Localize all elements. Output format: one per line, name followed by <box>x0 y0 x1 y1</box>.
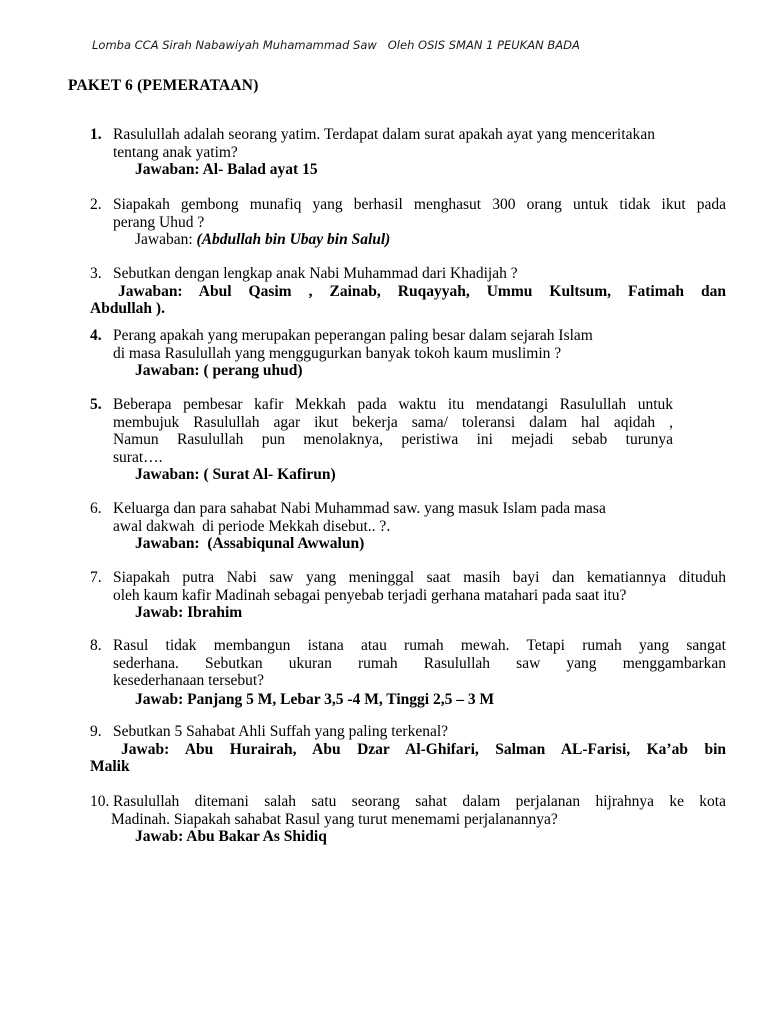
question-text-line: oleh kaum kafir Madinah sebagai penyebab terjadi gerhana matahari pada saat itu? <box>113 586 627 604</box>
question-number: 3. <box>90 265 102 282</box>
question-text-line: Sebutkan 5 Sahabat Ahli Suffah yang paling terkenal? <box>113 723 449 740</box>
question-text-line: tentang anak yatim? <box>113 143 238 161</box>
answer: Jawaban: Al- Balad ayat 15 <box>135 161 318 178</box>
question-text-line: Perang apakah yang merupakan peperangan paling besar dalam sejarah Islam <box>113 327 593 344</box>
answer-label: Jawaban: <box>135 231 197 248</box>
question-number: 9. <box>90 723 102 740</box>
question-number: 6. <box>90 500 102 517</box>
question-7 <box>90 569 726 622</box>
question-4 <box>90 327 690 380</box>
question-text-line: surat…. <box>113 448 163 466</box>
question-5 <box>90 396 673 484</box>
question-10 <box>90 793 726 846</box>
question-text-line: perang Uhud ? <box>113 213 205 231</box>
answer: Jawab: Ibrahim <box>135 604 243 621</box>
question-text-line: Rasulullah adalah seorang yatim. Terdapat dalam surat apakah ayat yang menceritakan <box>113 126 656 143</box>
answer-line: Malik <box>90 758 130 775</box>
question-number: 7. <box>90 569 102 586</box>
answer-line: Jawab: Abu Hurairah, Abu Dzar Al-Ghifari, Salman AL-Farisi, Ka’ab bin <box>121 740 726 758</box>
answer: Jawab: Abu Bakar As Shidiq <box>135 828 327 845</box>
question-text-line: Sebutkan dengan lengkap anak Nabi Muhammad dari Khadijah ? <box>113 265 518 282</box>
question-text-line: Rasul tidak membangun istana atau rumah mewah. Tetapi rumah yang sangat <box>113 637 726 654</box>
question-1 <box>90 126 726 179</box>
answer-line: Abdullah ). <box>90 300 165 317</box>
question-2 <box>90 196 726 249</box>
answer: Jawaban: ( Surat Al- Kafirun) <box>135 466 336 483</box>
page-title: PAKET 6 (PEMERATAAN) <box>68 77 259 94</box>
question-8 <box>90 637 726 708</box>
question-text-line: sederhana. Sebutkan ukuran rumah Rasulullah saw yang menggambarkan <box>113 654 726 672</box>
answer: Jawaban: ( perang uhud) <box>135 362 303 379</box>
question-text-line: Siapakah putra Nabi saw yang meninggal saat masih bayi dan kematiannya dituduh <box>113 569 726 586</box>
question-number: 1. <box>90 126 102 143</box>
answer-line: Jawaban: Abul Qasim , Zainab, Ruqayyah, Ummu Kultsum, Fatimah dan <box>118 282 726 300</box>
page-header: Lomba CCA Sirah Nabawiyah Muhamammad Saw Oleh OSIS SMAN 1 PEUKAN BADA <box>92 38 580 52</box>
question-text-line: Siapakah gembong munafiq yang berhasil menghasut 300 orang untuk tidak ikut pada <box>113 196 726 213</box>
question-text-line: di masa Rasulullah yang menggugurkan banyak tokoh kaum muslimin ? <box>113 344 562 362</box>
question-text-line: Rasulullah ditemani salah satu seorang sahat dalam perjalanan hijrahnya ke kota <box>113 793 726 810</box>
question-text-line: Keluarga dan para sahabat Nabi Muhammad saw. yang masuk Islam pada masa <box>113 500 606 517</box>
question-9 <box>90 723 726 776</box>
question-3 <box>90 265 726 318</box>
question-number: 2. <box>90 196 102 213</box>
question-text-line: Madinah. Siapakah sahabat Rasul yang turut menemami perjalanannya? <box>111 810 558 828</box>
question-6 <box>90 500 690 553</box>
answer: Jawab: Panjang 5 M, Lebar 3,5 -4 M, Tinggi 2,5 – 3 M <box>135 690 495 708</box>
question-text-line: Namun Rasulullah pun menolaknya, peristiwa ini mejadi sebab turunya <box>113 431 673 448</box>
question-text-line: kesederhanaan tersebut? <box>113 672 265 689</box>
question-number: 4. <box>90 327 102 344</box>
question-number: 8. <box>90 637 102 654</box>
question-text-line: Beberapa pembesar kafir Mekkah pada waktu itu mendatangi Rasulullah untuk <box>113 396 673 413</box>
answer: Jawaban: (Assabiqunal Awwalun) <box>135 535 365 552</box>
question-number: 5. <box>90 396 102 413</box>
answer-value: (Abdullah bin Ubay bin Salul) <box>196 231 391 248</box>
question-text-line: awal dakwah di periode Mekkah disebut.. ?. <box>113 517 391 535</box>
answer <box>135 231 726 249</box>
question-text-line: membujuk Rasulullah agar ikut bekerja sama/ toleransi dalam hal aqidah , <box>113 413 673 431</box>
question-number: 10. <box>90 793 110 810</box>
